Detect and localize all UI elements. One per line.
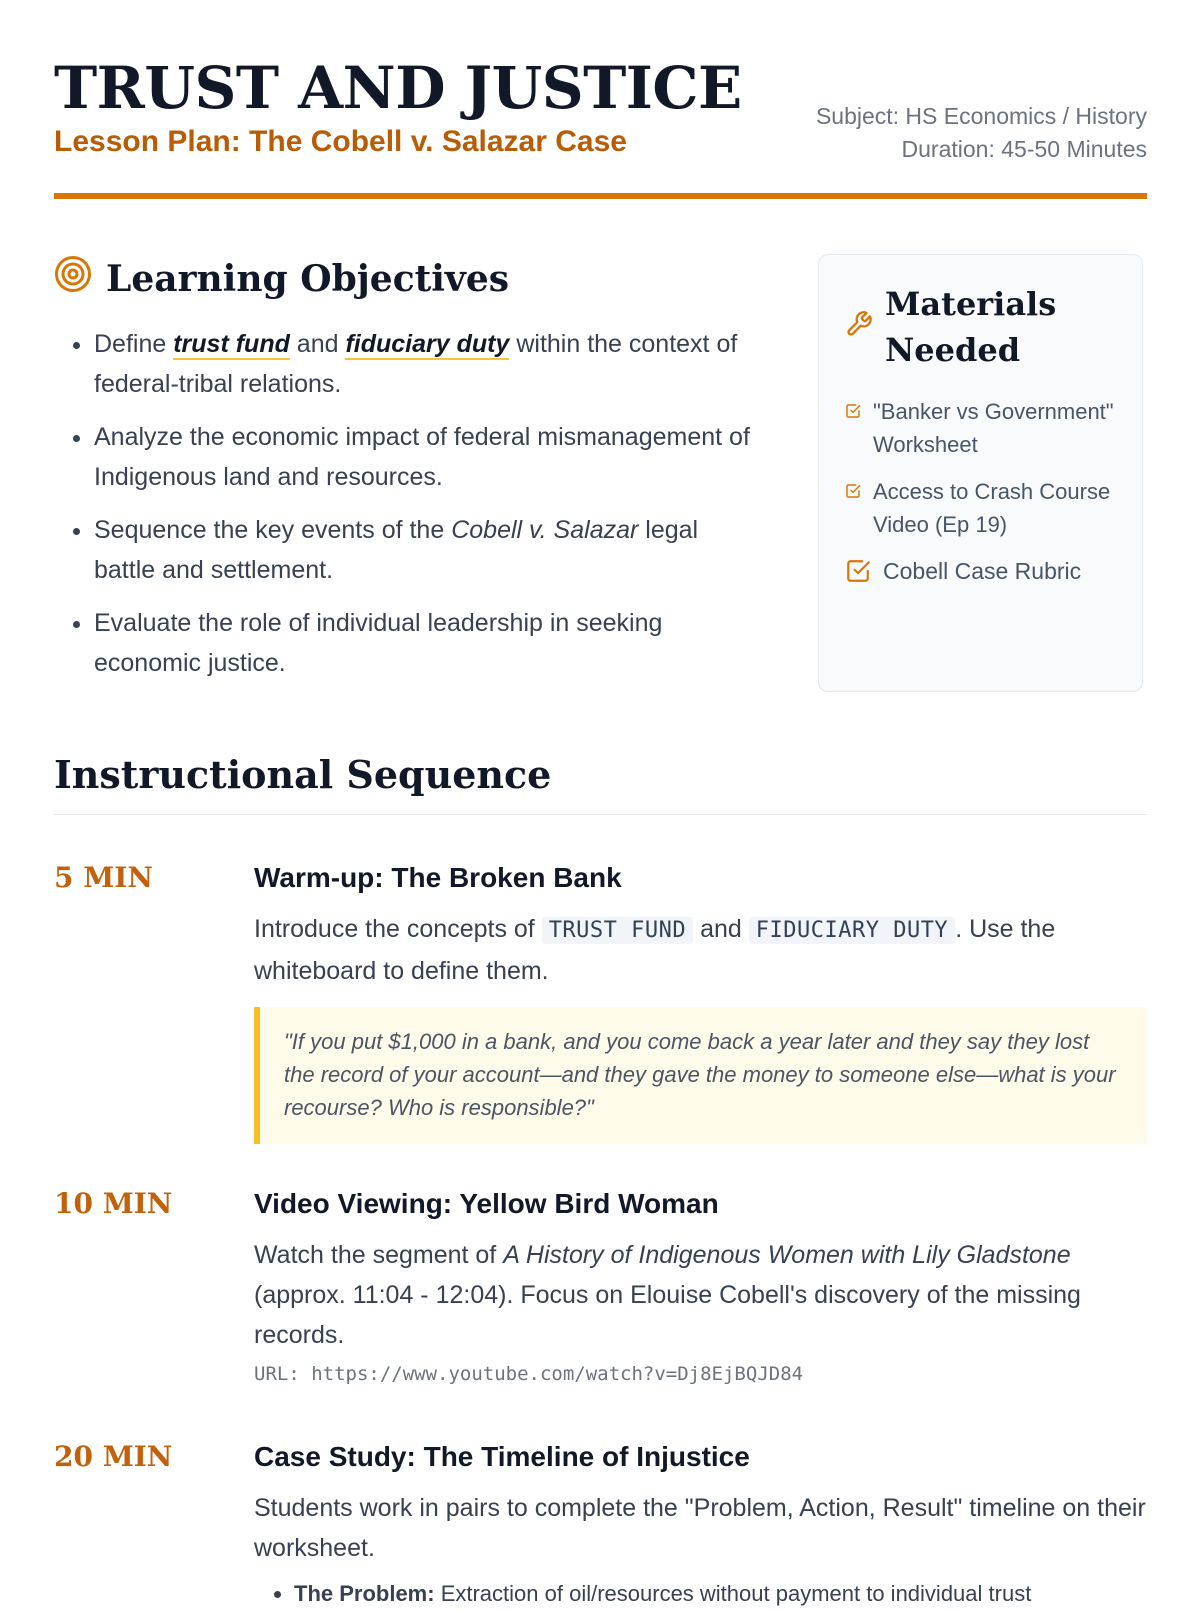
objective-item: • Evaluate the role of individual leadership in seeking economic justice. (94, 603, 754, 683)
step-duration: 5 MIN (54, 861, 153, 894)
learning-objectives (54, 255, 754, 696)
sequence-heading: Instructional Sequence (54, 752, 552, 797)
objectives-heading-label: Learning Objectives (106, 257, 510, 300)
step-text (254, 1235, 1147, 1355)
term-trust-fund: trust fund (173, 330, 290, 358)
code-fiduciary-duty: FIDUCIARY DUTY (749, 917, 955, 944)
page-subtitle: Lesson Plan: The Cobell v. Salazar Case (54, 125, 627, 158)
case-name: Cobell v. Salazar (451, 516, 639, 544)
sequence-divider (54, 814, 1147, 815)
material-label: Access to Crash Course Video (Ep 19) (873, 479, 1111, 537)
step-text: Students work in pairs to complete the "Problem, Action, Result" timeline on their worksheet. (254, 1494, 1146, 1562)
lesson-header (54, 0, 1147, 200)
duration-label: Duration: 45-50 Minutes (901, 136, 1147, 162)
objective-item (94, 510, 754, 590)
target-icon (54, 255, 92, 302)
material-item (845, 555, 1122, 588)
checkbox-icon (845, 403, 861, 419)
objective-text: and (289, 330, 346, 358)
code-trust-fund: TRUST FUND (542, 917, 693, 944)
checkbox-icon (845, 483, 861, 499)
materials-card (818, 254, 1143, 692)
step-body (254, 1440, 1147, 1610)
page-title: TRUST AND JUSTICE (54, 54, 742, 122)
lesson-meta (816, 100, 1147, 166)
header-divider (54, 193, 1147, 199)
step-title: Case Study: The Timeline of Injustice (254, 1441, 750, 1472)
objective-text: legal battle and settlement. (94, 516, 699, 584)
material-item (845, 395, 1122, 461)
material-label: Cobell Case Rubric (883, 558, 1082, 584)
materials-heading-label: Materials Needed (885, 285, 1057, 369)
discussion-quote: "If you put $1,000 in a bank, and you come back a year later and they say they lost the record of your account—and they gave the money to someone else—what is your recourse? Who is responsible?" (254, 1007, 1147, 1144)
step-title: Video Viewing: Yellow Bird Woman (254, 1188, 719, 1219)
materials-list (845, 395, 1122, 588)
objectives-heading (54, 255, 754, 302)
wrench-icon (845, 304, 873, 350)
timeline-list (254, 1578, 1147, 1610)
material-item (845, 475, 1122, 541)
step-duration: 10 MIN (54, 1187, 173, 1220)
step-text-part: Introduce the concepts of (254, 915, 542, 943)
objective-text: Define (94, 330, 174, 358)
material-label: "Banker vs Government" Worksheet (873, 399, 1114, 457)
step-body (254, 1187, 1147, 1385)
step-text (254, 909, 1147, 991)
step-text-part: . Use the whiteboard to define them. (254, 915, 1056, 985)
step-body (254, 861, 1147, 1144)
step-text-part: and (693, 915, 749, 943)
subject-label: Subject: HS Economics / History (815, 103, 1147, 129)
checkbox-icon (845, 558, 871, 584)
objective-item: • Analyze the economic impact of federal mismanagement of Indigenous land and resources. (94, 417, 754, 497)
step-title: Warm-up: The Broken Bank (254, 862, 622, 893)
step-duration: 20 MIN (54, 1440, 173, 1473)
materials-heading (845, 281, 1122, 373)
step-text-part: (approx. 11:04 - 12:04). Focus on Elouise Cobell's discovery of the missing records. (254, 1281, 1081, 1349)
list-item-label: The Problem: (294, 1581, 435, 1606)
objective-item (94, 324, 754, 404)
objective-text: within the context of federal-tribal relations. (94, 330, 738, 398)
list-item-text: Extraction of oil/resources without payment to individual trust (434, 1581, 1032, 1606)
video-title: A History of Indigenous Women with Lily Gladstone (503, 1241, 1071, 1269)
video-url[interactable]: URL: https://www.youtube.com/watch?v=Dj8EjBQJD84 (254, 1363, 804, 1385)
step-text-part: Watch the segment of (254, 1241, 504, 1269)
list-item (294, 1578, 1147, 1610)
objective-text: Sequence the key events of the (94, 516, 452, 544)
lesson-plan-page (54, 0, 1147, 1606)
objectives-list (54, 324, 754, 683)
term-fiduciary-duty: fiduciary duty (345, 330, 510, 358)
